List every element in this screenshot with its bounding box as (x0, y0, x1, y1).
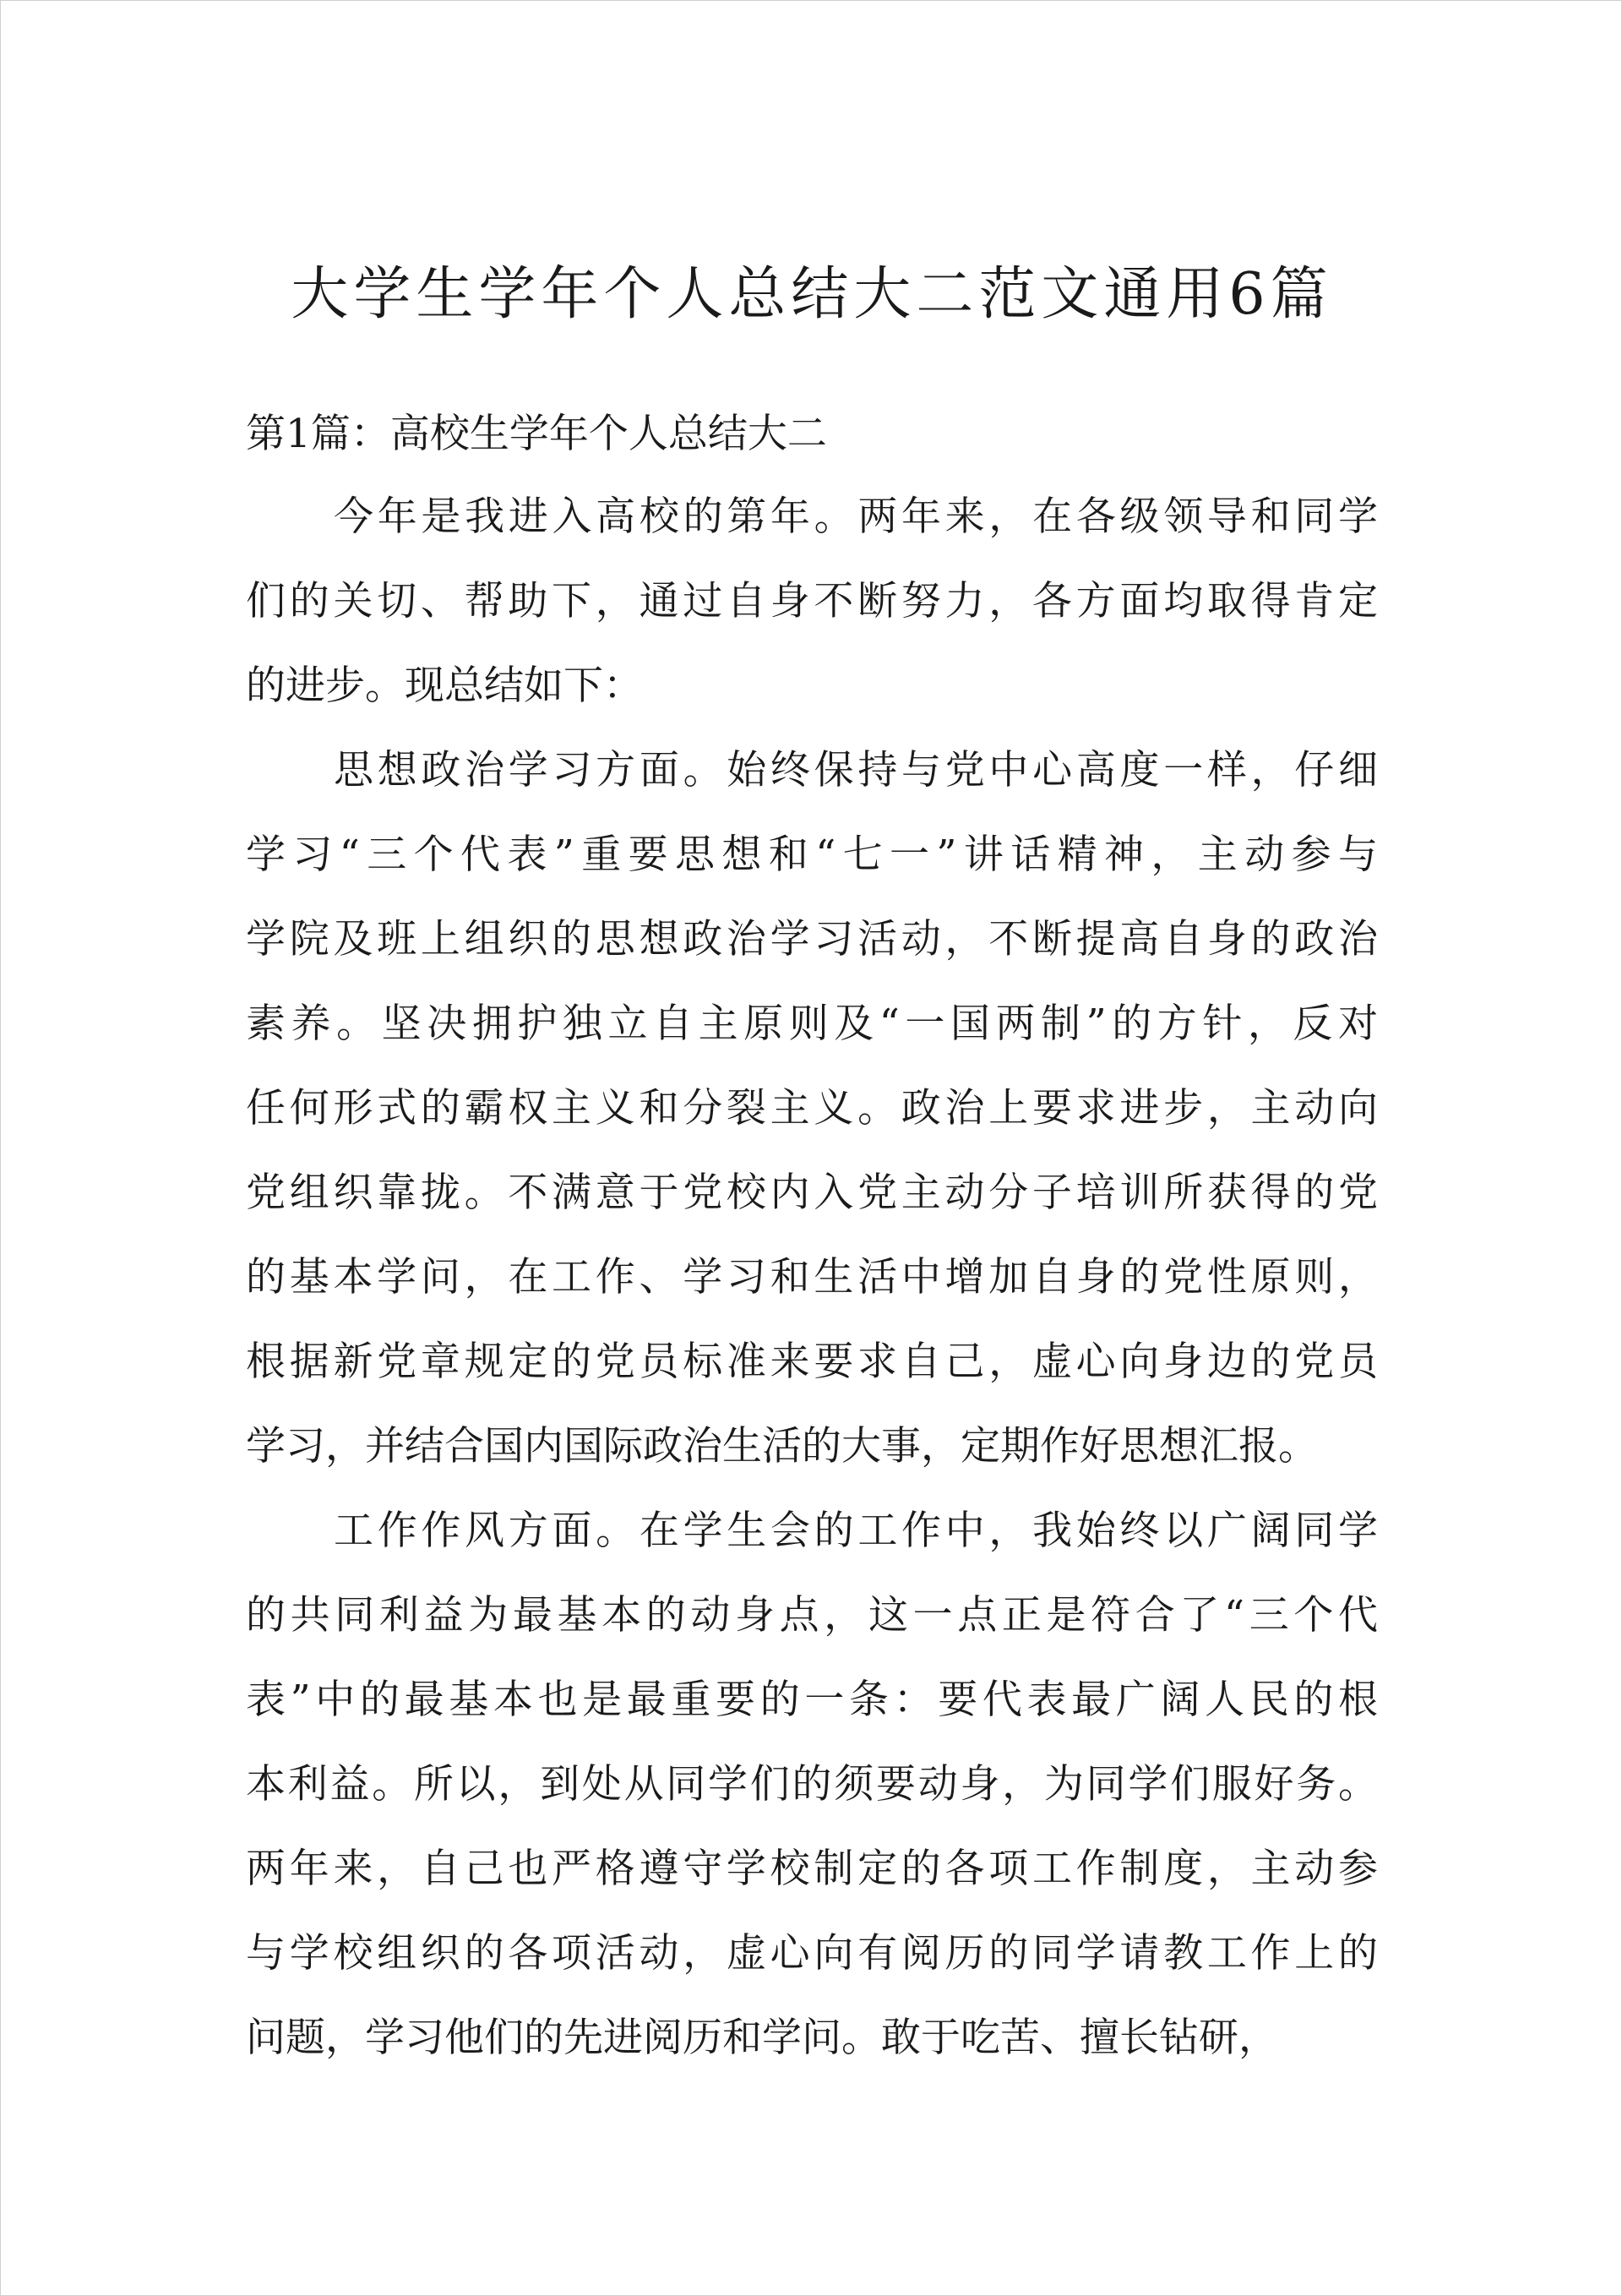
paragraph-line: 们的关切、帮助下，通过自身不断努力，各方面均取得肯定 (246, 578, 1378, 624)
paragraph-line: 今年是我进入高校的第年。两年来，在各级领导和同学 (334, 494, 1378, 540)
paragraph-line: 思想政治学习方面。始终保持与党中心高度一样，仔细 (334, 747, 1378, 794)
paragraph-line: 两年来，自己也严格遵守学校制定的各项工作制度，主动参 (246, 1846, 1378, 1892)
paragraph-line: 素养。坚决拥护独立自主原则及“一国两制”的方针，反对 (246, 1001, 1378, 1047)
paragraph-line: 的共同利益为最基本的动身点，这一点正是符合了“三个代 (246, 1592, 1378, 1639)
paragraph-line: 本利益。所以，到处从同学们的须要动身，为同学们服好务。 (246, 1761, 1378, 1808)
paragraph-line: 学院及班上组织的思想政治学习活动，不断提高自身的政治 (246, 916, 1378, 963)
paragraph-line: 的基本学问，在工作、学习和生活中增加自身的党性原则， (246, 1254, 1378, 1301)
paragraph-line: 问题，学习他们的先进阅历和学问。敢于吃苦、擅长钻研， (246, 2015, 1278, 2061)
paragraph-line: 任何形式的霸权主义和分裂主义。政治上要求进步，主动向 (246, 1085, 1378, 1132)
paragraph-line: 与学校组织的各项活动，虚心向有阅历的同学请教工作上的 (246, 1930, 1378, 1977)
paragraph-line: 的进步。现总结如下： (246, 663, 643, 709)
section-heading: 第1篇：高校生学年个人总结大二 (246, 411, 827, 457)
paragraph-line: 党组织靠拢。不满意于党校内入党主动分子培训所获得的党 (246, 1170, 1378, 1216)
paragraph-line: 根据新党章规定的党员标准来要求自己，虚心向身边的党员 (246, 1339, 1378, 1385)
paragraph-line: 学习，并结合国内国际政治生活的大事，定期作好思想汇报。 (246, 1423, 1318, 1470)
paragraph-line: 表”中的最基本也是最重要的一条：要代表最广阔人民的根 (246, 1677, 1378, 1723)
paragraph-line: 学习“三个代表”重要思想和“七一”讲话精神，主动参与 (246, 832, 1378, 878)
paragraph-line: 工作作风方面。在学生会的工作中，我始终以广阔同学 (334, 1508, 1378, 1554)
document-title: 大学生学年个人总结大二范文通用6篇 (291, 261, 1333, 328)
